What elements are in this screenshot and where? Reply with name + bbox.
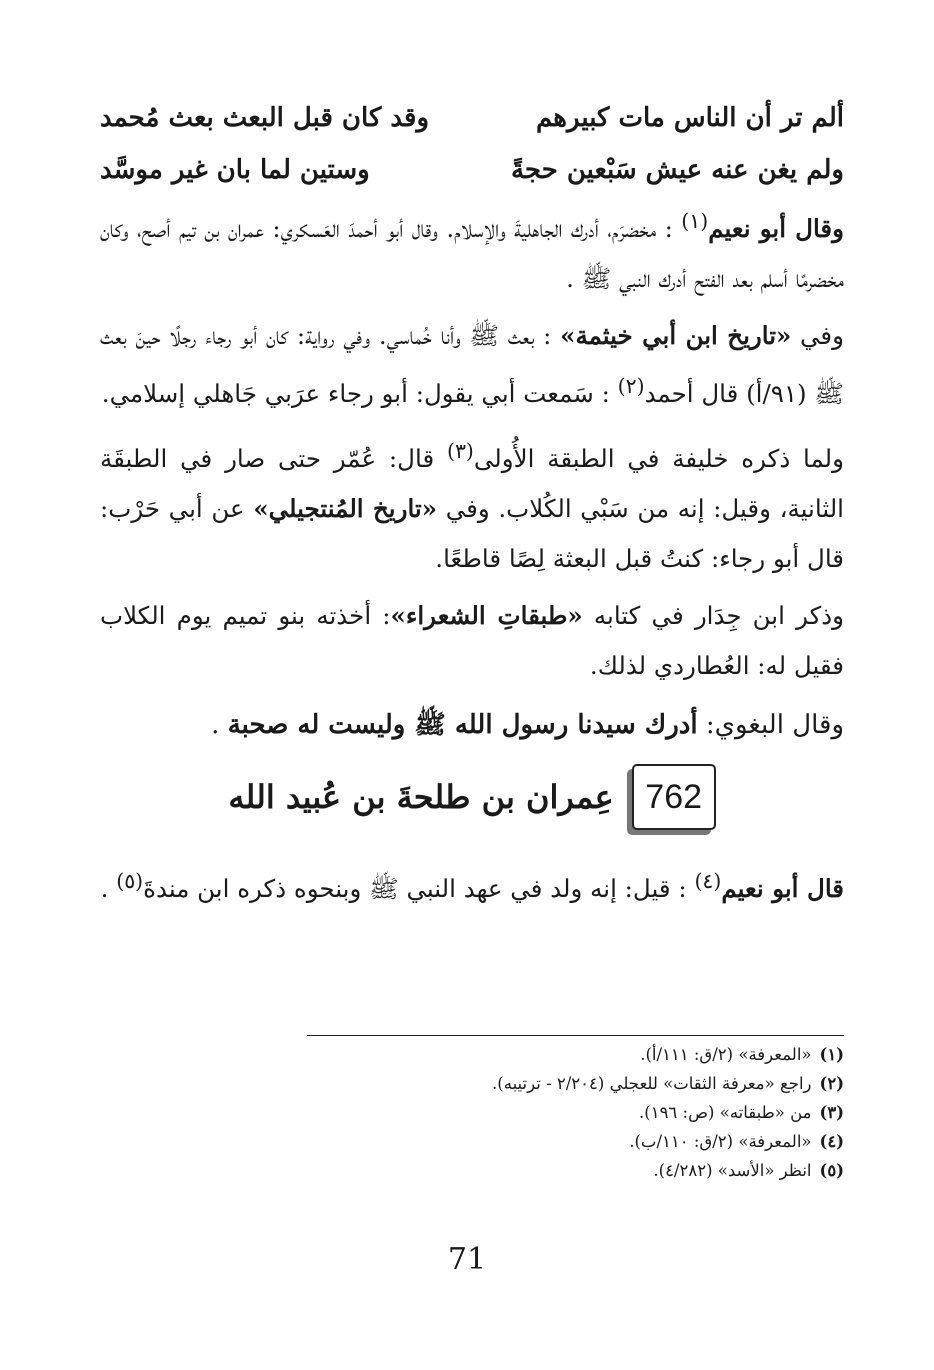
poem-line-2 [100, 144, 844, 196]
page-number: 71 [447, 1242, 487, 1277]
paragraph-abu-nuaym [100, 196, 844, 304]
footnote-text: راجع «معرفة الثقات» للعجلي (٢/٢٠٤ - ترتيبه). [492, 1074, 812, 1093]
paragraph-text: . [211, 710, 220, 741]
book-title: «تاريخ ابن أبي خيثمة» [560, 321, 792, 351]
paragraph-text: : سَمعت أبي يقول: أبو رجاء عرَبي جَاهلي إسلامي. [101, 379, 610, 409]
footnote-ref: (١) [681, 209, 709, 233]
paragraph-text: وقال البغوي: [705, 710, 844, 741]
paragraph-text: . [100, 874, 109, 904]
footnote [100, 1098, 844, 1127]
footnote-ref: (٥) [116, 869, 144, 894]
footnote-text: انظر «الأسد» (٤/٢٨٢). [653, 1161, 812, 1180]
paragraph-khalifa [100, 426, 844, 584]
footnote-number: (٣) [819, 1103, 844, 1122]
footnote-text: «المعرفة» (٢/ق: ١١١/أ). [640, 1045, 812, 1064]
paragraph-ibn-abi-khaythama [100, 311, 844, 419]
entry-number-box: 762 [632, 764, 716, 830]
footnote-number: (١) [819, 1045, 844, 1064]
paragraph-text: : قيل: إنه ولد في عهد النبي ﷺ وبنحوه ذكره ابن مندةَ [143, 874, 687, 904]
quoted-statement: أدرك سيدنا رسول الله ﷺ وليست له صحبة [227, 710, 698, 741]
footnote-number: (٤) [819, 1132, 844, 1151]
footnote-number: (٢) [819, 1074, 844, 1093]
footnotes [100, 1040, 844, 1185]
footnote-number: (٥) [819, 1161, 844, 1180]
entry-name: عِمران بن طلحةَ بن عُبيد الله [228, 778, 614, 817]
poem-line-1-first-hemistich: ألم تر أن الناس مات كبيرهم [535, 103, 844, 133]
footnote-ref: (٣) [446, 439, 474, 464]
entry-heading [100, 764, 844, 830]
paragraph-text: : مخضرَم، أدرك الجاهليةَ والإسلام. وقال أبو أحمدَ العَسكري: عمران بن تيم أصح، وكان مخضرمًا أسلم بعد الفتح أدرك النبي ﷺ . [100, 214, 844, 294]
paragraph-text: وفي [800, 321, 844, 351]
paragraph-text: قال: عُمّر حتى صار في الطبقَة الثانية، وقيل: إنه من سَبْي الكُلاب. وفي [100, 444, 844, 524]
paragraph-lead: وقال أبو نعيم [708, 214, 844, 244]
paragraph-text: : بعث ﷺ وأنا خُماسي. وفي رواية: كان أبو رجاء رجلًا حينَ بعث ﷺ (٩١/أ) قال أحمد [100, 321, 844, 409]
poem-line-1-second-hemistich: وقد كان قبل البعث بعث مُحمد [100, 103, 430, 133]
footnote-ref: (٤) [694, 869, 722, 894]
main-text [100, 92, 844, 922]
paragraph-text: ولما ذكره خليفة في الطبقة الأُولى [473, 444, 844, 474]
footnote-text: من «طبقاته» (ص: ١٩٦). [639, 1103, 812, 1122]
paragraph-baghawi [100, 698, 844, 752]
book-title: «تاريخ المُنتجيلي» [253, 494, 438, 524]
footnote [100, 1156, 844, 1185]
paragraph-text: عن أبي حَرْب: قال أبو رجاء: كنتُ قبل البعثة لِصًا قاطعًا. [100, 494, 844, 574]
book-title: «طبقاتِ الشعراء» [390, 601, 583, 631]
paragraph-text: وذكر ابن جِدَار في كتابه [593, 601, 844, 631]
paragraph-ibn-jidar [100, 591, 844, 691]
footnote [100, 1127, 844, 1156]
footnote [100, 1069, 844, 1098]
poem [100, 92, 844, 196]
footnote-separator [307, 1035, 844, 1036]
footnote [100, 1040, 844, 1069]
paragraph-entry-762 [100, 856, 844, 914]
poem-line-1 [100, 92, 844, 144]
poem-line-2-first-hemistich: ولم يغن عنه عيش سَبْعين حجةً [510, 155, 844, 185]
footnote-ref: (٢) [617, 374, 645, 399]
footnote-text: «المعرفة» (٢/ق: ١١٠/ب). [629, 1132, 812, 1151]
paragraph-lead: قال أبو نعيم [721, 874, 844, 904]
paragraph-text: : أخذته بنو تميم يوم الكلاب فقيل له: العُطاردي لذلك. [100, 601, 844, 681]
poem-line-2-second-hemistich: وستين لما بان غير موسَّد [100, 155, 370, 185]
